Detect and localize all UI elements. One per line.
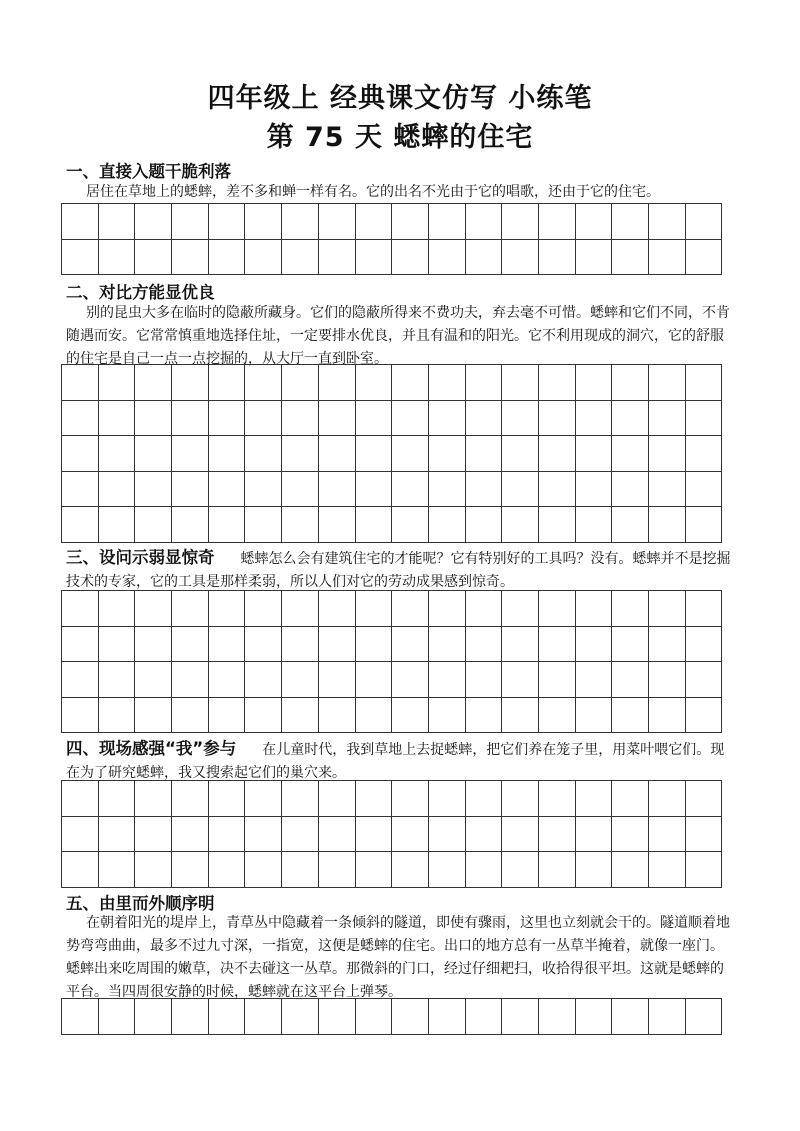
grid-cell[interactable] (62, 852, 99, 888)
grid-cell[interactable] (135, 627, 172, 663)
grid-cell[interactable] (466, 662, 503, 698)
section-5-heading: 五、由里而外顺序明 (66, 894, 215, 913)
grid-cell[interactable] (135, 507, 172, 543)
grid-cell[interactable] (172, 999, 209, 1035)
grid-cell[interactable] (319, 507, 356, 543)
grid-cell[interactable] (686, 627, 723, 663)
grid-cell[interactable] (282, 698, 319, 734)
grid-cell[interactable] (466, 999, 503, 1035)
grid-cell[interactable] (99, 472, 136, 508)
grid-cell[interactable] (649, 698, 686, 734)
grid-cell[interactable] (502, 240, 539, 276)
grid-cell[interactable] (502, 472, 539, 508)
grid-cell[interactable] (686, 507, 723, 543)
grid-cell[interactable] (429, 781, 466, 817)
grid-cell[interactable] (539, 365, 576, 401)
section-2-text: 别的昆虫大多在临时的隐蔽所藏身。它们的隐蔽所得来不费功夫，弃去毫不可惜。蟋蟀和它们不同，不肯随遇而安。它常常慎重地选择住址，一定要排水优良，并且有温和的阳光。它不利用现成的洞穴，它的舒服的住宅是自己一点一点挖掘的，从大厅一直到卧室。 (66, 305, 730, 367)
grid-cell[interactable] (245, 591, 282, 627)
grid-cell[interactable] (429, 999, 466, 1035)
section-5-text: 在朝着阳光的堤岸上，青草丛中隐藏着一条倾斜的隧道，即使有骤雨，这里也立刻就会干的。隧道顺着地势弯弯曲曲，最多不过九寸深，一指宽，这便是蟋蟀的住宅。出口的地方总有一丛草半掩着，就像一座门。蟋蟀出来吃周围的嫩草，决不去碰这一丛草。那微斜的门口，经过仔细耙扫，收拾得很平坦。这就是蟋蟀的平台。当四周很安静的时候，蟋蟀就在这平台上弹琴。 (66, 915, 730, 1000)
grid-cell[interactable] (576, 591, 613, 627)
grid-cell[interactable] (99, 999, 136, 1035)
grid-cell[interactable] (429, 240, 466, 276)
grid-cell[interactable] (539, 472, 576, 508)
grid-cell[interactable] (466, 401, 503, 437)
grid-cell[interactable] (172, 472, 209, 508)
grid-cell[interactable] (649, 817, 686, 853)
grid-cell[interactable] (135, 472, 172, 508)
grid-cell[interactable] (245, 240, 282, 276)
grid-cell[interactable] (99, 852, 136, 888)
grid-cell[interactable] (466, 240, 503, 276)
grid-cell[interactable] (135, 365, 172, 401)
grid-cell[interactable] (649, 852, 686, 888)
grid-cell[interactable] (245, 852, 282, 888)
grid-cell[interactable] (392, 817, 429, 853)
grid-cell[interactable] (649, 436, 686, 472)
grid-cell[interactable] (209, 817, 246, 853)
grid-cell[interactable] (466, 204, 503, 240)
grid-cell[interactable] (576, 999, 613, 1035)
grid-cell[interactable] (245, 436, 282, 472)
grid-cell[interactable] (62, 401, 99, 437)
grid-cell[interactable] (172, 698, 209, 734)
grid-cell[interactable] (686, 472, 723, 508)
grid-cell[interactable] (649, 204, 686, 240)
grid-cell[interactable] (245, 472, 282, 508)
grid-cell[interactable] (282, 781, 319, 817)
grid-cell[interactable] (319, 591, 356, 627)
grid-cell[interactable] (502, 852, 539, 888)
grid-cell[interactable] (686, 999, 723, 1035)
grid-cell[interactable] (539, 781, 576, 817)
grid-cell[interactable] (576, 365, 613, 401)
section-3-heading: 三、设问示弱显惊奇 (66, 548, 215, 567)
grid-cell[interactable] (356, 781, 393, 817)
grid-cell[interactable] (576, 507, 613, 543)
page-subtitle: 第 75 天 蟋蟀的住宅 (266, 122, 534, 153)
grid-cell[interactable] (576, 401, 613, 437)
section-4-heading: 四、现场感强“我”参与 (66, 739, 237, 758)
grid-cell[interactable] (576, 781, 613, 817)
grid-cell[interactable] (135, 401, 172, 437)
grid-cell[interactable] (539, 698, 576, 734)
grid-cell[interactable] (649, 662, 686, 698)
grid-cell[interactable] (539, 240, 576, 276)
grid-cell[interactable] (502, 436, 539, 472)
grid-cell[interactable] (99, 781, 136, 817)
grid-cell[interactable] (319, 401, 356, 437)
grid-cell[interactable] (686, 852, 723, 888)
grid-cell[interactable] (612, 662, 649, 698)
grid-cell[interactable] (356, 817, 393, 853)
grid-cell[interactable] (99, 436, 136, 472)
grid-cell[interactable] (502, 627, 539, 663)
grid-cell[interactable] (319, 781, 356, 817)
writing-grid-3[interactable] (61, 590, 722, 733)
grid-cell[interactable] (612, 472, 649, 508)
grid-cell[interactable] (135, 591, 172, 627)
grid-cell[interactable] (319, 698, 356, 734)
grid-cell[interactable] (99, 240, 136, 276)
grid-cell[interactable] (209, 507, 246, 543)
grid-cell[interactable] (392, 204, 429, 240)
grid-cell[interactable] (392, 472, 429, 508)
grid-cell[interactable] (392, 852, 429, 888)
grid-cell[interactable] (356, 591, 393, 627)
grid-cell[interactable] (62, 204, 99, 240)
section-4-paragraph (66, 737, 732, 785)
grid-cell[interactable] (686, 698, 723, 734)
grid-cell[interactable] (209, 204, 246, 240)
section-2-heading: 二、对比方能显优良 (66, 283, 215, 302)
grid-cell[interactable] (245, 365, 282, 401)
grid-cell[interactable] (209, 781, 246, 817)
writing-grid-1[interactable] (61, 203, 722, 275)
grid-cell[interactable] (209, 240, 246, 276)
grid-cell[interactable] (466, 436, 503, 472)
grid-cell[interactable] (686, 204, 723, 240)
grid-cell[interactable] (282, 401, 319, 437)
grid-cell[interactable] (99, 591, 136, 627)
grid-cell[interactable] (356, 627, 393, 663)
grid-cell[interactable] (576, 852, 613, 888)
grid-cell[interactable] (466, 698, 503, 734)
grid-cell[interactable] (576, 817, 613, 853)
grid-cell[interactable] (612, 240, 649, 276)
grid-cell[interactable] (392, 591, 429, 627)
grid-cell[interactable] (612, 817, 649, 853)
grid-cell[interactable] (356, 999, 393, 1035)
grid-cell[interactable] (319, 365, 356, 401)
grid-cell[interactable] (245, 817, 282, 853)
grid-cell[interactable] (356, 204, 393, 240)
grid-cell[interactable] (686, 365, 723, 401)
grid-cell[interactable] (135, 817, 172, 853)
grid-cell[interactable] (99, 662, 136, 698)
grid-cell[interactable] (209, 662, 246, 698)
grid-cell[interactable] (356, 240, 393, 276)
grid-cell[interactable] (245, 507, 282, 543)
grid-cell[interactable] (209, 999, 246, 1035)
grid-cell[interactable] (466, 365, 503, 401)
section-1-text: 居住在草地上的蟋蟀，差不多和蝉一样有名。它的出名不光由于它的唱歌，还由于它的住宅。 (86, 184, 660, 200)
grid-cell[interactable] (282, 591, 319, 627)
grid-cell[interactable] (245, 401, 282, 437)
grid-cell[interactable] (356, 662, 393, 698)
grid-cell[interactable] (612, 436, 649, 472)
grid-cell[interactable] (282, 507, 319, 543)
grid-cell[interactable] (686, 591, 723, 627)
grid-cell[interactable] (539, 662, 576, 698)
grid-cell[interactable] (466, 507, 503, 543)
grid-cell[interactable] (135, 662, 172, 698)
grid-cell[interactable] (319, 240, 356, 276)
grid-cell[interactable] (502, 781, 539, 817)
grid-cell[interactable] (429, 852, 466, 888)
grid-cell[interactable] (172, 781, 209, 817)
grid-cell[interactable] (429, 401, 466, 437)
grid-cell[interactable] (172, 591, 209, 627)
grid-cell[interactable] (209, 436, 246, 472)
grid-cell[interactable] (172, 627, 209, 663)
grid-cell[interactable] (319, 662, 356, 698)
page-title: 四年级上 经典课文仿写 小练笔 (207, 83, 593, 114)
grid-cell[interactable] (466, 852, 503, 888)
grid-cell[interactable] (245, 999, 282, 1035)
grid-cell[interactable] (429, 698, 466, 734)
grid-cell[interactable] (62, 591, 99, 627)
grid-cell[interactable] (245, 781, 282, 817)
grid-cell[interactable] (62, 627, 99, 663)
grid-cell[interactable] (429, 204, 466, 240)
grid-cell[interactable] (649, 627, 686, 663)
grid-cell[interactable] (612, 365, 649, 401)
grid-cell[interactable] (99, 698, 136, 734)
grid-cell[interactable] (282, 365, 319, 401)
grid-cell[interactable] (576, 627, 613, 663)
grid-cell[interactable] (356, 472, 393, 508)
grid-cell[interactable] (319, 999, 356, 1035)
writing-grid-5[interactable] (61, 998, 722, 1035)
grid-cell[interactable] (392, 436, 429, 472)
grid-cell[interactable] (392, 507, 429, 543)
grid-cell[interactable] (649, 365, 686, 401)
grid-cell[interactable] (172, 852, 209, 888)
grid-cell[interactable] (209, 852, 246, 888)
grid-cell[interactable] (172, 204, 209, 240)
grid-cell[interactable] (282, 472, 319, 508)
grid-cell[interactable] (392, 627, 429, 663)
grid-cell[interactable] (135, 852, 172, 888)
grid-cell[interactable] (356, 852, 393, 888)
grid-cell[interactable] (539, 627, 576, 663)
grid-cell[interactable] (135, 698, 172, 734)
grid-cell[interactable] (649, 240, 686, 276)
grid-cell[interactable] (99, 204, 136, 240)
grid-cell[interactable] (466, 591, 503, 627)
grid-cell[interactable] (62, 507, 99, 543)
grid-cell[interactable] (502, 817, 539, 853)
grid-cell[interactable] (319, 817, 356, 853)
grid-cell[interactable] (319, 852, 356, 888)
grid-cell[interactable] (612, 401, 649, 437)
grid-cell[interactable] (502, 401, 539, 437)
grid-cell[interactable] (62, 436, 99, 472)
grid-cell[interactable] (392, 698, 429, 734)
grid-cell[interactable] (649, 401, 686, 437)
grid-cell[interactable] (282, 999, 319, 1035)
grid-cell[interactable] (172, 240, 209, 276)
grid-cell[interactable] (649, 591, 686, 627)
grid-cell[interactable] (99, 627, 136, 663)
grid-cell[interactable] (612, 507, 649, 543)
grid-cell[interactable] (135, 781, 172, 817)
grid-cell[interactable] (99, 507, 136, 543)
grid-cell[interactable] (392, 240, 429, 276)
grid-cell[interactable] (245, 662, 282, 698)
grid-cell[interactable] (576, 436, 613, 472)
grid-cell[interactable] (282, 817, 319, 853)
grid-cell[interactable] (209, 591, 246, 627)
grid-cell[interactable] (319, 472, 356, 508)
grid-cell[interactable] (172, 817, 209, 853)
grid-cell[interactable] (282, 436, 319, 472)
grid-cell[interactable] (576, 240, 613, 276)
grid-cell[interactable] (502, 204, 539, 240)
grid-cell[interactable] (429, 507, 466, 543)
grid-cell[interactable] (99, 365, 136, 401)
writing-grid-2[interactable] (61, 364, 722, 543)
grid-cell[interactable] (612, 591, 649, 627)
grid-cell[interactable] (172, 507, 209, 543)
grid-cell[interactable] (282, 204, 319, 240)
grid-cell[interactable] (576, 204, 613, 240)
section-1-heading: 一、直接入题干脆利落 (66, 162, 231, 181)
grid-cell[interactable] (466, 817, 503, 853)
grid-cell[interactable] (539, 436, 576, 472)
grid-cell[interactable] (502, 591, 539, 627)
grid-cell[interactable] (245, 698, 282, 734)
grid-cell[interactable] (356, 507, 393, 543)
grid-cell[interactable] (429, 627, 466, 663)
grid-cell[interactable] (686, 781, 723, 817)
section-4-text: 在儿童时代，我到草地上去捉蟋蟀，把它们养在笼子里，用菜叶喂它们。现在为了研究蟋蟀，我又搜索起它们的巢穴来。 (66, 742, 725, 781)
grid-cell[interactable] (319, 204, 356, 240)
grid-cell[interactable] (539, 591, 576, 627)
grid-cell[interactable] (392, 781, 429, 817)
grid-cell[interactable] (429, 472, 466, 508)
grid-cell[interactable] (502, 507, 539, 543)
grid-cell[interactable] (649, 472, 686, 508)
grid-cell[interactable] (649, 507, 686, 543)
grid-cell[interactable] (612, 698, 649, 734)
grid-cell[interactable] (466, 781, 503, 817)
grid-cell[interactable] (172, 365, 209, 401)
grid-cell[interactable] (466, 472, 503, 508)
grid-cell[interactable] (62, 781, 99, 817)
grid-cell[interactable] (209, 698, 246, 734)
grid-cell[interactable] (172, 662, 209, 698)
grid-cell[interactable] (62, 662, 99, 698)
section-3-text: 蟋蟀怎么会有建筑住宅的才能呢？它有特别好的工具吗？没有。蟋蟀并不是挖掘技术的专家，它的工具是那样柔弱，所以人们对它的劳动成果感到惊奇。 (66, 551, 731, 590)
grid-cell[interactable] (429, 662, 466, 698)
grid-cell[interactable] (282, 852, 319, 888)
grid-cell[interactable] (539, 999, 576, 1035)
grid-cell[interactable] (502, 365, 539, 401)
grid-cell[interactable] (539, 817, 576, 853)
grid-cell[interactable] (612, 781, 649, 817)
grid-cell[interactable] (576, 472, 613, 508)
grid-cell[interactable] (135, 999, 172, 1035)
grid-cell[interactable] (612, 852, 649, 888)
grid-cell[interactable] (392, 365, 429, 401)
grid-cell[interactable] (429, 817, 466, 853)
grid-cell[interactable] (319, 436, 356, 472)
grid-cell[interactable] (356, 698, 393, 734)
grid-cell[interactable] (502, 999, 539, 1035)
grid-cell[interactable] (392, 401, 429, 437)
grid-cell[interactable] (282, 240, 319, 276)
section-3-paragraph (66, 546, 732, 594)
grid-cell[interactable] (209, 627, 246, 663)
grid-cell[interactable] (356, 436, 393, 472)
grid-cell[interactable] (62, 817, 99, 853)
grid-cell[interactable] (576, 698, 613, 734)
grid-cell[interactable] (135, 240, 172, 276)
grid-cell[interactable] (429, 436, 466, 472)
grid-cell[interactable] (245, 204, 282, 240)
grid-cell[interactable] (539, 507, 576, 543)
grid-cell[interactable] (686, 662, 723, 698)
grid-cell[interactable] (392, 662, 429, 698)
grid-cell[interactable] (539, 204, 576, 240)
grid-cell[interactable] (612, 999, 649, 1035)
grid-cell[interactable] (62, 698, 99, 734)
grid-cell[interactable] (209, 472, 246, 508)
grid-cell[interactable] (282, 627, 319, 663)
grid-cell[interactable] (62, 240, 99, 276)
grid-cell[interactable] (686, 436, 723, 472)
grid-cell[interactable] (209, 365, 246, 401)
grid-cell[interactable] (99, 401, 136, 437)
grid-cell[interactable] (356, 365, 393, 401)
grid-cell[interactable] (686, 817, 723, 853)
grid-cell[interactable] (649, 781, 686, 817)
grid-cell[interactable] (135, 436, 172, 472)
grid-cell[interactable] (502, 662, 539, 698)
grid-cell[interactable] (209, 401, 246, 437)
grid-cell[interactable] (612, 204, 649, 240)
grid-cell[interactable] (539, 401, 576, 437)
grid-cell[interactable] (172, 401, 209, 437)
grid-cell[interactable] (576, 662, 613, 698)
grid-cell[interactable] (429, 591, 466, 627)
grid-cell[interactable] (686, 401, 723, 437)
grid-cell[interactable] (62, 365, 99, 401)
grid-cell[interactable] (649, 999, 686, 1035)
grid-cell[interactable] (466, 627, 503, 663)
grid-cell[interactable] (539, 852, 576, 888)
grid-cell[interactable] (319, 627, 356, 663)
grid-cell[interactable] (62, 472, 99, 508)
grid-cell[interactable] (282, 662, 319, 698)
grid-cell[interactable] (612, 627, 649, 663)
grid-cell[interactable] (135, 204, 172, 240)
grid-cell[interactable] (245, 627, 282, 663)
grid-cell[interactable] (62, 999, 99, 1035)
grid-cell[interactable] (99, 817, 136, 853)
grid-cell[interactable] (392, 999, 429, 1035)
writing-grid-4[interactable] (61, 780, 722, 888)
grid-cell[interactable] (502, 698, 539, 734)
grid-cell[interactable] (429, 365, 466, 401)
grid-cell[interactable] (686, 240, 723, 276)
grid-cell[interactable] (172, 436, 209, 472)
grid-cell[interactable] (356, 401, 393, 437)
